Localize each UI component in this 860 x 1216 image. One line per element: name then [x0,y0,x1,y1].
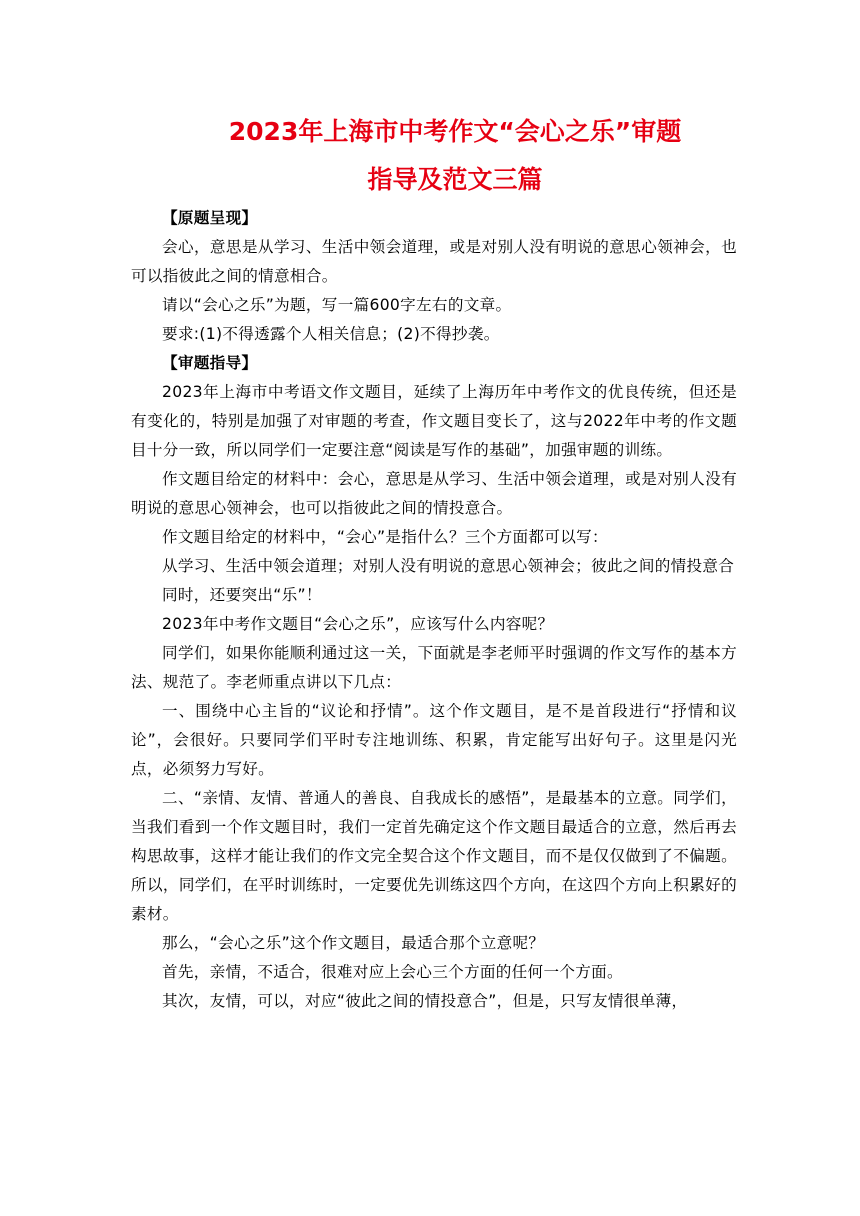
document-title-line-1: 2023年上海市中考作文“会心之乐”审题 [228,117,682,146]
paragraph: 2023年中考作文题目“会心之乐”，应该写什么内容呢？ [162,615,554,633]
paragraph: 那么，“会心之乐”这个作文题目，最适合那个立意呢？ [162,934,545,952]
paragraph: 要求:(1)不得透露个人相关信息；(2)不得抄袭。 [162,325,500,343]
paragraph: 其次，友情，可以，对应“彼此之间的情投意合”，但是，只写友情很单薄， [162,992,688,1010]
section-heading-guidance: 【审题指导】 [162,354,258,372]
paragraph: 从学习、生活中领会道理；对别人没有明说的意思心领神会；彼此之间的情投意合 [162,557,735,575]
paragraph: 请以“会心之乐”为题，写一篇600字左右的文章。 [162,296,512,314]
paragraph: 二、“亲情、友情、普通人的善良、自我成长的感悟”，是最基本的立意。同学们，当我们看到一个作文题目时，我们一定首先确定这个作文题目最适合的立意，然后再去构思故事，这样才能让我们的作文完全契合这个作文题目，而不是仅仅做到了不偏题。所以，同学们，在平时训练时，一定要优先训练这四个方向，在这四个方向上积累好的素材。 [131,789,737,923]
paragraph: 同学们，如果你能顺利通过这一关，下面就是李老师平时强调的作文写作的基本方法、规范了。李老师重点讲以下几点： [131,644,737,691]
paragraph: 一、围绕中心主旨的“议论和抒情”。这个作文题目，是不是首段进行“抒情和议论”，会很好。只要同学们平时专注地训练、积累，肯定能写出好句子。这里是闪光点，必须努力写好。 [131,702,737,778]
section-heading-original-question: 【原题呈现】 [162,209,258,227]
paragraph: 作文题目给定的材料中：会心，意思是从学习、生活中领会道理，或是对别人没有明说的意思心领神会，也可以指彼此之间的情投意合。 [131,470,737,517]
paragraph: 会心，意思是从学习、生活中领会道理，或是对别人没有明说的意思心领神会，也可以指彼此之间的情意相合。 [131,238,737,285]
document-body [131,204,737,1016]
paragraph: 首先，亲情，不适合，很难对应上会心三个方面的任何一个方面。 [162,963,623,981]
paragraph: 2023年上海市中考语文作文题目，延续了上海历年中考作文的优良传统，但还是有变化的，特别是加强了对审题的考查，作文题目变长了，这与2022年中考的作文题目十分一致，所以同学们一定要注意“阅读是写作的基础”，加强审题的训练。 [131,383,737,459]
paragraph: 同时，还要突出“乐”！ [162,586,322,604]
document-title-line-2: 指导及范文三篇 [367,165,543,194]
paragraph: 作文题目给定的材料中，“会心”是指什么？三个方面都可以写： [162,528,608,546]
